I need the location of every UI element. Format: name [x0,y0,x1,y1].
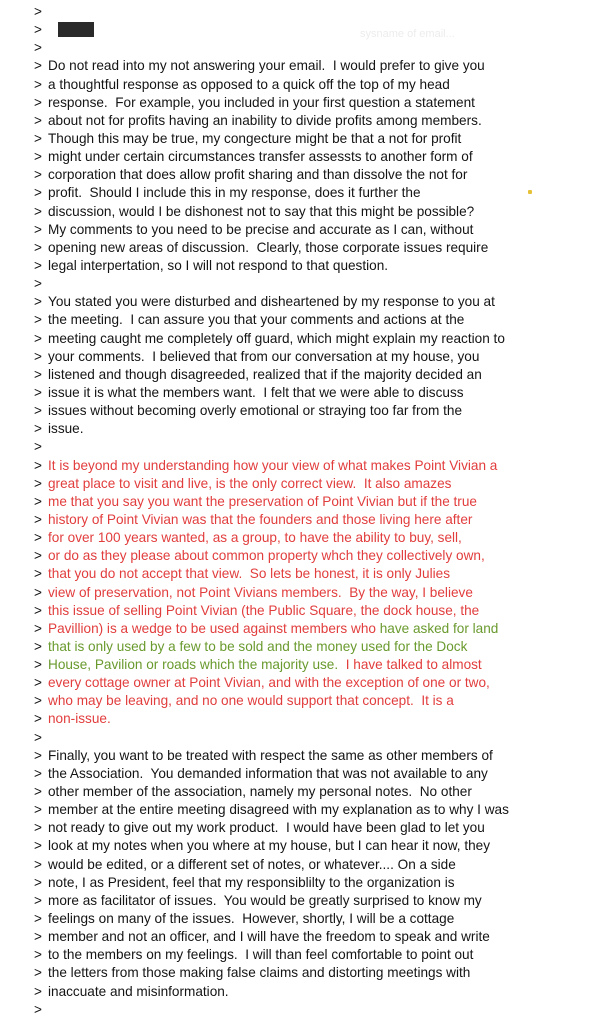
line-text: have asked for land [379,620,499,636]
quote-marker: > [34,457,42,473]
quote-marker: > [34,366,42,382]
quoted-line [34,638,609,656]
line-text: the meeting. I can assure you that your comments and actions at the [48,312,465,328]
quoted-line [34,511,609,529]
quoted-line [34,837,609,855]
line-text: Do not read into my not answering your email. I would prefer to give you [48,58,485,74]
quoted-line [34,239,609,257]
quote-marker: > [34,530,42,546]
line-text: opening new areas of discussion. Clearly, those corporate issues require [48,239,489,255]
quote-marker: > [34,511,42,527]
line-text: I have talked to almost [345,657,482,673]
quoted-line [34,801,609,819]
quote-marker: > [34,838,42,854]
quote-marker: > [34,330,42,346]
line-text: feelings on many of the issues. However, shortly, I will be a cottage [48,911,455,927]
quoted-line [34,330,609,348]
line-text: not ready to give out my work product. I would have been glad to let you [48,820,485,836]
quoted-line [34,910,609,928]
quote-marker: > [34,802,42,818]
quote-marker: > [34,276,42,292]
quote-marker: > [34,892,42,908]
line-text: the Association. You demanded information that was not available to any [48,765,488,781]
quote-marker: > [34,76,42,92]
line-text: look at my notes when you where at my house, but I can hear it now, they [48,838,491,854]
quoted-line [34,221,609,239]
line-text: issue it is what the members want. I felt that we were able to discuss [48,384,464,400]
quoted-line [34,76,609,94]
quoted-line [34,293,609,311]
quote-marker: > [34,203,42,219]
line-text: It is beyond my understanding how your view of what makes Point Vivian a [48,457,498,473]
quote-marker: > [34,221,42,237]
quoted-line [34,21,609,39]
line-text: Pavillion) is a wedge to be used against members who [48,620,380,636]
quote-marker: > [34,911,42,927]
line-text: the letters from those making false claims and distorting meetings with [48,965,471,981]
line-text: profit. Should I include this in my response, does it further the [48,185,421,201]
quoted-line [34,874,609,892]
quote-marker: > [34,167,42,183]
line-text: me that you say you want the preservation of Point Vivian but if the true [48,493,477,509]
quoted-line [34,565,609,583]
quoted-line [34,148,609,166]
quote-marker: > [34,784,42,800]
quote-marker: > [34,729,42,745]
quoted-line [34,94,609,112]
line-text: view of preservation, not Point Vivians members. By the way, I believe [48,584,473,600]
quoted-line [34,765,609,783]
quote-marker: > [34,239,42,255]
line-text: great place to visit and live, is the only correct view. It also amazes [48,475,452,491]
quoted-line [34,39,609,57]
quoted-line [34,366,609,384]
quote-marker: > [34,475,42,491]
quoted-line [34,384,609,402]
quoted-line [34,674,609,692]
quote-marker: > [34,620,42,636]
quoted-line [34,3,609,21]
redaction-block [58,22,94,37]
quote-marker: > [34,765,42,781]
quoted-line [34,983,609,1001]
quote-marker: > [34,747,42,763]
quote-marker: > [34,384,42,400]
line-text: member and not an officer, and I will have the freedom to speak and write [48,929,490,945]
line-text: You stated you were disturbed and disheartened by my response to you at [48,294,495,310]
quote-marker: > [34,294,42,310]
quoted-line [34,493,609,511]
quote-marker: > [34,657,42,673]
quote-marker: > [34,929,42,945]
quote-marker: > [34,312,42,328]
quote-marker: > [34,4,42,19]
quoted-line [34,729,609,747]
quote-marker: > [34,711,42,727]
quoted-line [34,402,609,420]
quote-marker: > [34,602,42,618]
line-text: My comments to you need to be precise and accurate as I can, without [48,221,474,237]
quoted-line [34,602,609,620]
quoted-line [34,475,609,493]
quote-marker: > [34,584,42,600]
quoted-line [34,420,609,438]
quote-marker: > [34,421,42,437]
line-text: corporation that does allow profit sharing and than dissolve the not for [48,167,468,183]
quoted-line [34,547,609,565]
line-text: listened and though disagreeded, realized that if the majority decided an [48,366,482,382]
line-text: non-issue. [48,711,111,727]
quote-marker: > [34,1001,42,1017]
line-text: more as facilitator of issues. You would be greatly surprised to know my [48,892,482,908]
email-quoted-body [34,3,609,1019]
line-text: that is only used by a few to be sold and the money used for the Dock [48,638,468,654]
quoted-line [34,529,609,547]
quoted-line [34,348,609,366]
line-text: discussion, would I be dishonest not to say that this might be possible? [48,203,475,219]
quote-marker: > [34,149,42,165]
quoted-line [34,856,609,874]
line-text: legal interpertation, so I will not respond to that question. [48,257,389,273]
quoted-line [34,620,609,638]
quote-marker: > [34,566,42,582]
quote-marker: > [34,348,42,364]
quoted-line [34,257,609,275]
line-text: that you do not accept that view. So lets be honest, it is only Julies [48,566,451,582]
quoted-line [34,457,609,475]
line-text: House, Pavilion or roads which the majority use. [48,657,346,673]
line-text: for over 100 years wanted, as a group, to have the ability to buy, sell, [48,530,462,546]
line-text: issues without becoming overly emotional or straying too far from the [48,403,463,419]
line-text: about not for profits having an inability to divide profits among members. [48,112,482,128]
bleed-through-text: sysname of email... [360,28,455,40]
quote-marker: > [34,693,42,709]
line-text: to the members on my feelings. I will than feel comfortable to point out [48,947,474,963]
line-text: this issue of selling Point Vivian (the Public Square, the dock house, the [48,602,480,618]
quote-marker: > [34,185,42,201]
quoted-line [34,130,609,148]
quoted-line [34,112,609,130]
quote-marker: > [34,130,42,146]
line-text: Finally, you want to be treated with respect the same as other members of [48,747,493,763]
quoted-line [34,928,609,946]
quote-marker: > [34,40,42,56]
line-text: member at the entire meeting disagreed with my explanation as to why I was [48,802,509,818]
quote-marker: > [34,257,42,273]
line-text: response. For example, you included in your first question a statement [48,94,475,110]
quote-marker: > [34,439,42,455]
quoted-line [34,946,609,964]
quote-marker: > [34,58,42,74]
line-text: a thoughtful response as opposed to a quick off the top of my head [48,76,450,92]
quoted-line [34,184,609,202]
quoted-line [34,584,609,602]
quoted-line [34,438,609,456]
quote-marker: > [34,947,42,963]
quoted-line [34,747,609,765]
quote-marker: > [34,493,42,509]
line-text: would be edited, or a different set of notes, or whatever.... On a side [48,856,456,872]
quoted-line [34,311,609,329]
line-text: who may be leaving, and no one would support that concept. It is a [48,693,454,709]
quote-marker: > [34,983,42,999]
quoted-line [34,964,609,982]
quote-marker: > [34,638,42,654]
quoted-line [34,819,609,837]
quoted-line [34,275,609,293]
line-text: other member of the association, namely my personal notes. No other [48,784,472,800]
quote-marker: > [34,112,42,128]
quoted-line [34,203,609,221]
line-text: might under certain circumstances transfer assessts to another form of [48,149,473,165]
quote-marker: > [34,94,42,110]
quote-marker: > [34,856,42,872]
quoted-line [34,892,609,910]
line-text: issue. [48,421,84,437]
quoted-line [34,166,609,184]
quoted-line [34,710,609,728]
quoted-line [34,692,609,710]
line-text: inaccuate and misinformation. [48,983,229,999]
quoted-line [34,57,609,75]
line-text: every cottage owner at Point Vivian, and with the exception of one or two, [48,675,490,691]
line-text: your comments. I believed that from our conversation at my house, you [48,348,480,364]
line-text: Though this may be true, my congecture might be that a not for profit [48,130,462,146]
line-text: note, I as President, feel that my responsiblilty to the organization is [48,874,455,890]
quote-marker: > [34,22,42,38]
quoted-line [34,783,609,801]
quote-marker: > [34,403,42,419]
quoted-line [34,1001,609,1019]
line-text: or do as they please about common property whch they collectively own, [48,548,485,564]
line-text: meeting caught me completely off guard, which might explain my reaction to [48,330,505,346]
quote-marker: > [34,548,42,564]
quote-marker: > [34,874,42,890]
quote-marker: > [34,965,42,981]
quote-marker: > [34,820,42,836]
line-text: history of Point Vivian was that the founders and those living here after [48,511,473,527]
quoted-line [34,656,609,674]
quote-marker: > [34,675,42,691]
